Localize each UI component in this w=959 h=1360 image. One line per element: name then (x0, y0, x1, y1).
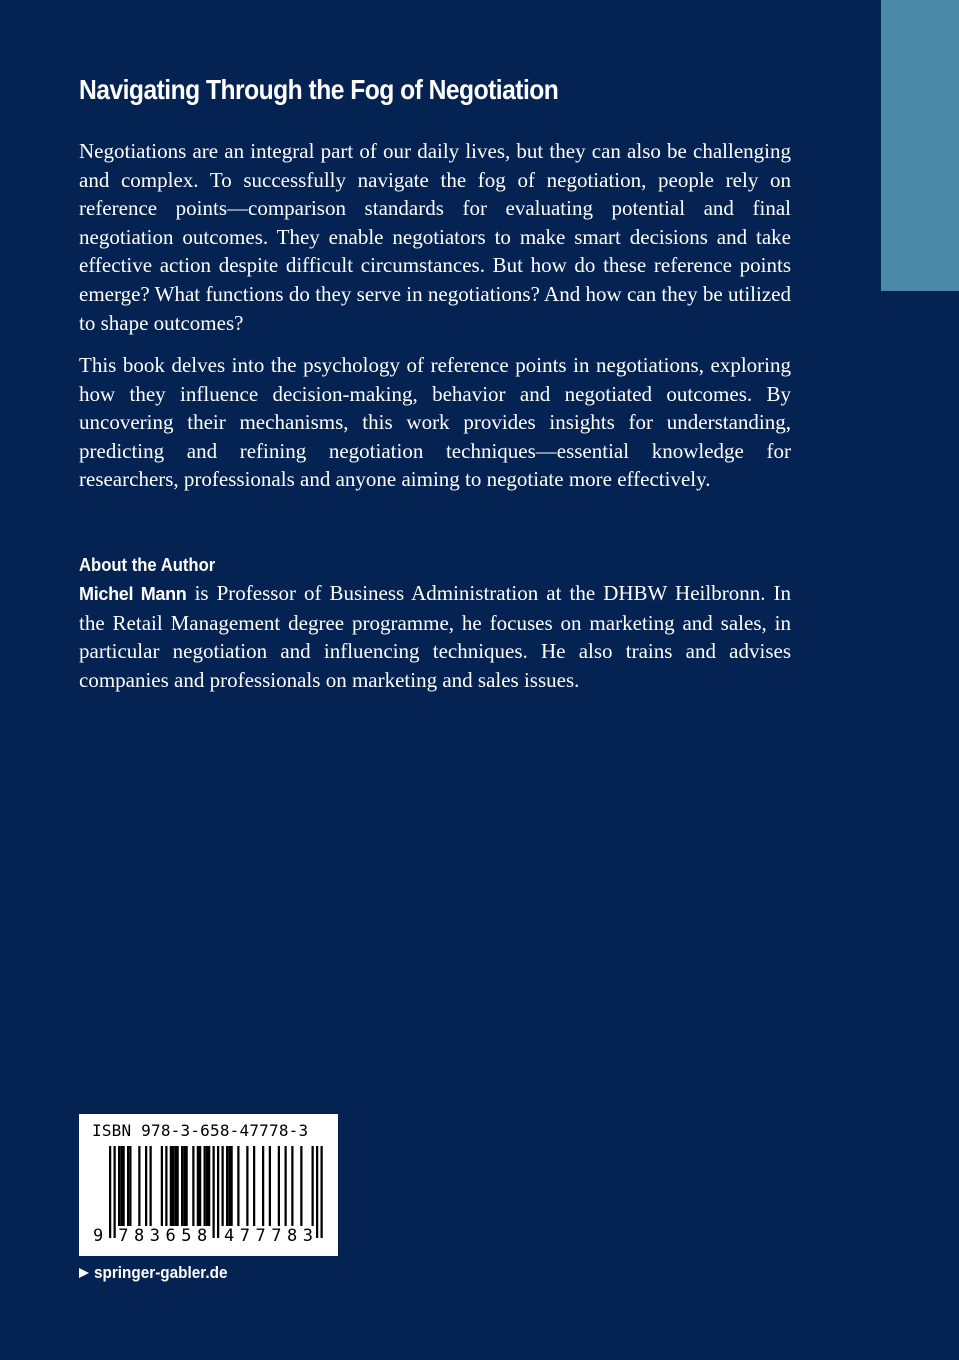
author-name: Michel Mann (79, 584, 187, 604)
barcode-digit: 3 (302, 1226, 313, 1246)
description-paragraph-2: This book delves into the psychology of reference points in negotiations, exploring how they influence decision-making, behavior and negotiated outcomes. By uncovering their mechanisms, this work provides insights for understanding, predicting and refining negotiation techniques—essential knowledge for researchers, professionals and anyone aiming to negotiate more effectively. (79, 353, 791, 492)
arrow-right-icon (79, 1268, 89, 1278)
barcode-digits (79, 1114, 338, 1256)
publisher-link[interactable] (79, 1262, 242, 1284)
barcode-digit: 5 (181, 1226, 192, 1246)
barcode-digit: 6 (165, 1226, 176, 1246)
description-paragraph-1: Negotiations are an integral part of our daily lives, but they can also be challenging and complex. To successfully navigate the fog of negotiation, people rely on reference points—comparison standards for evaluating potential and final negotiation outcomes. They enable negotiators to make smart decisions and take effective action despite difficult circumstances. But how do these reference points emerge? What functions do they serve in negotiations? And how can they be utilized to shape outcomes? (79, 139, 791, 335)
author-bio-text: is Professor of Business Administration at the DHBW Heilbronn. In the Retail Management degree programme, he focuses on marketing and sales, in particular negotiation and influencing techniques. He also trains and advises companies and professionals on marketing and sales issues. (79, 581, 791, 692)
barcode-digit: 7 (118, 1226, 129, 1246)
barcode-digit: 8 (134, 1226, 145, 1246)
barcode-digit: 4 (224, 1226, 235, 1246)
accent-tab (881, 0, 959, 291)
isbn-label: ISBN 978-3-658-47778-3 (92, 1121, 309, 1140)
isbn-barcode (79, 1114, 338, 1256)
barcode-digit: 7 (239, 1226, 250, 1246)
publisher-url: springer-gabler.de (94, 1263, 228, 1282)
barcode-digit: 7 (271, 1226, 282, 1246)
barcode-digit: 9 (93, 1226, 104, 1246)
barcode-digit: 8 (197, 1226, 208, 1246)
barcode-digit: 7 (255, 1226, 266, 1246)
about-author-heading: About the Author (79, 554, 216, 575)
barcode-digit: 3 (149, 1226, 160, 1246)
cover-title: Navigating Through the Fog of Negotiation (79, 74, 559, 105)
author-bio (79, 579, 791, 694)
barcode-digit: 8 (287, 1226, 298, 1246)
